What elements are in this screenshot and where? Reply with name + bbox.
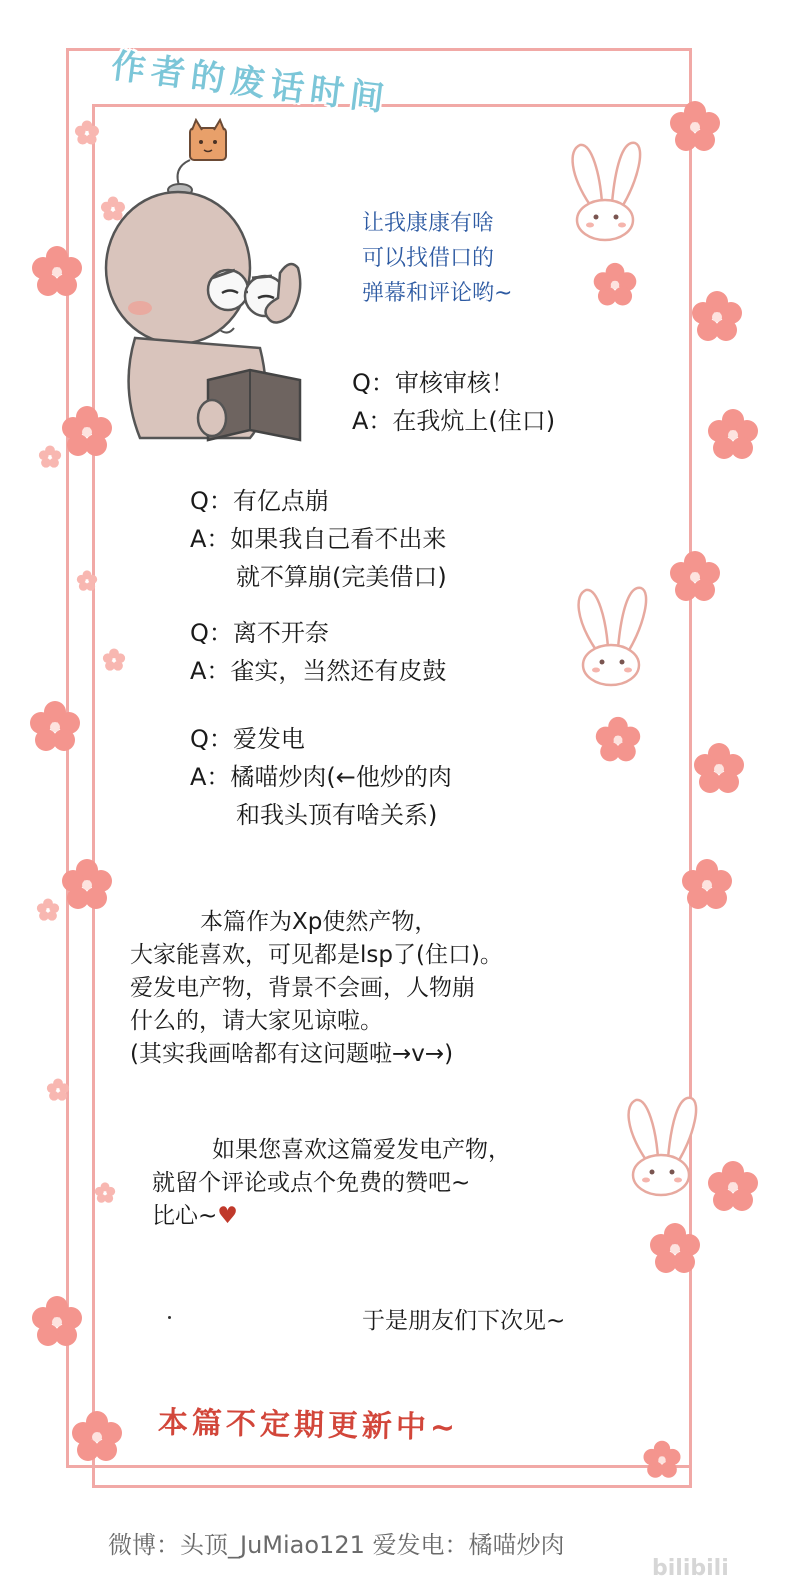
- flower-icon: [36, 898, 60, 922]
- flower-icon: [74, 120, 100, 146]
- update-notice: 本篇不定期更新中~: [157, 1405, 460, 1446]
- flower-icon: [706, 408, 760, 462]
- flower-icon: [692, 742, 746, 796]
- flower-icon: [70, 1410, 124, 1464]
- author-character-illustration: [100, 118, 305, 458]
- heart-icon: ♥: [217, 1203, 238, 1229]
- question: Q：审核审核！: [352, 369, 515, 397]
- flower-icon: [38, 445, 62, 469]
- paragraph-line: 爱发电产物，背景不会画，人物崩: [130, 975, 475, 1001]
- paragraph-notes: [130, 906, 503, 1071]
- bunny-icon: [616, 1090, 706, 1210]
- qa-block-2: [190, 482, 447, 596]
- intro-line: 可以找借口的: [362, 246, 495, 271]
- answer: A：在我炕上(住口): [352, 407, 556, 435]
- answer: A：雀实，当然还有皮鼓: [190, 657, 447, 685]
- flower-icon: [592, 262, 638, 308]
- farewell-text: 于是朋友们下次见~: [362, 1308, 566, 1334]
- intro-line: 弹幕和评论哟~: [362, 281, 513, 306]
- flower-icon: [30, 245, 84, 299]
- flower-icon: [30, 1295, 84, 1349]
- flower-icon: [690, 290, 744, 344]
- flower-icon: [46, 1078, 70, 1102]
- answer-continued: 和我头顶有啥关系): [236, 801, 438, 829]
- question: Q：爱发电: [190, 725, 305, 753]
- flower-icon: [648, 1222, 702, 1276]
- flower-icon: [594, 716, 642, 764]
- answer: A：如果我自己看不出来: [190, 525, 447, 553]
- question: Q：有亿点崩: [190, 487, 329, 515]
- page-title: 作者的废话时间: [109, 46, 392, 120]
- author-credit: 微博：头顶_JuMiao121 爱发电：橘喵炒肉: [108, 1531, 565, 1559]
- flower-icon: [60, 858, 114, 912]
- intro-line: 让我康康有啥: [362, 211, 495, 236]
- paragraph-line: 如果您喜欢这篇爱发电产物，: [212, 1137, 511, 1163]
- flower-icon: [76, 570, 98, 592]
- qa-block-3: [190, 614, 446, 690]
- flower-icon: [642, 1440, 682, 1480]
- bunny-icon: [566, 580, 656, 700]
- flower-icon: [94, 1182, 116, 1204]
- stray-dot: [168, 1316, 171, 1319]
- paragraph-line: 比心~: [152, 1203, 218, 1229]
- flower-icon: [706, 1160, 760, 1214]
- flower-icon: [668, 550, 722, 604]
- paragraph-line: (其实我画啥都有这问题啦→v→): [130, 1041, 454, 1067]
- qa-block-1: [352, 364, 555, 440]
- flower-icon: [28, 700, 82, 754]
- bunny-icon: [560, 135, 650, 255]
- paragraph-line: 大家能喜欢，可见都是lsp了(住口)。: [130, 942, 503, 968]
- bilibili-watermark: bilibili: [652, 1556, 729, 1581]
- paragraph-line: 就留个评论或点个免费的赞吧~: [152, 1170, 471, 1196]
- flower-icon: [102, 648, 126, 672]
- answer: A：橘喵炒肉(←他炒的肉: [190, 763, 452, 791]
- answer-continued: 就不算崩(完美借口): [236, 563, 447, 591]
- flower-icon: [680, 858, 734, 912]
- qa-block-4: [190, 720, 452, 834]
- paragraph-line: 什么的，请大家见谅啦。: [130, 1008, 383, 1034]
- question: Q：离不开奈: [190, 619, 329, 647]
- intro-text: [362, 206, 512, 311]
- paragraph-line: 本篇作为Xp使然产物，: [200, 909, 438, 935]
- flower-icon: [668, 100, 722, 154]
- paragraph-request: [152, 1134, 511, 1233]
